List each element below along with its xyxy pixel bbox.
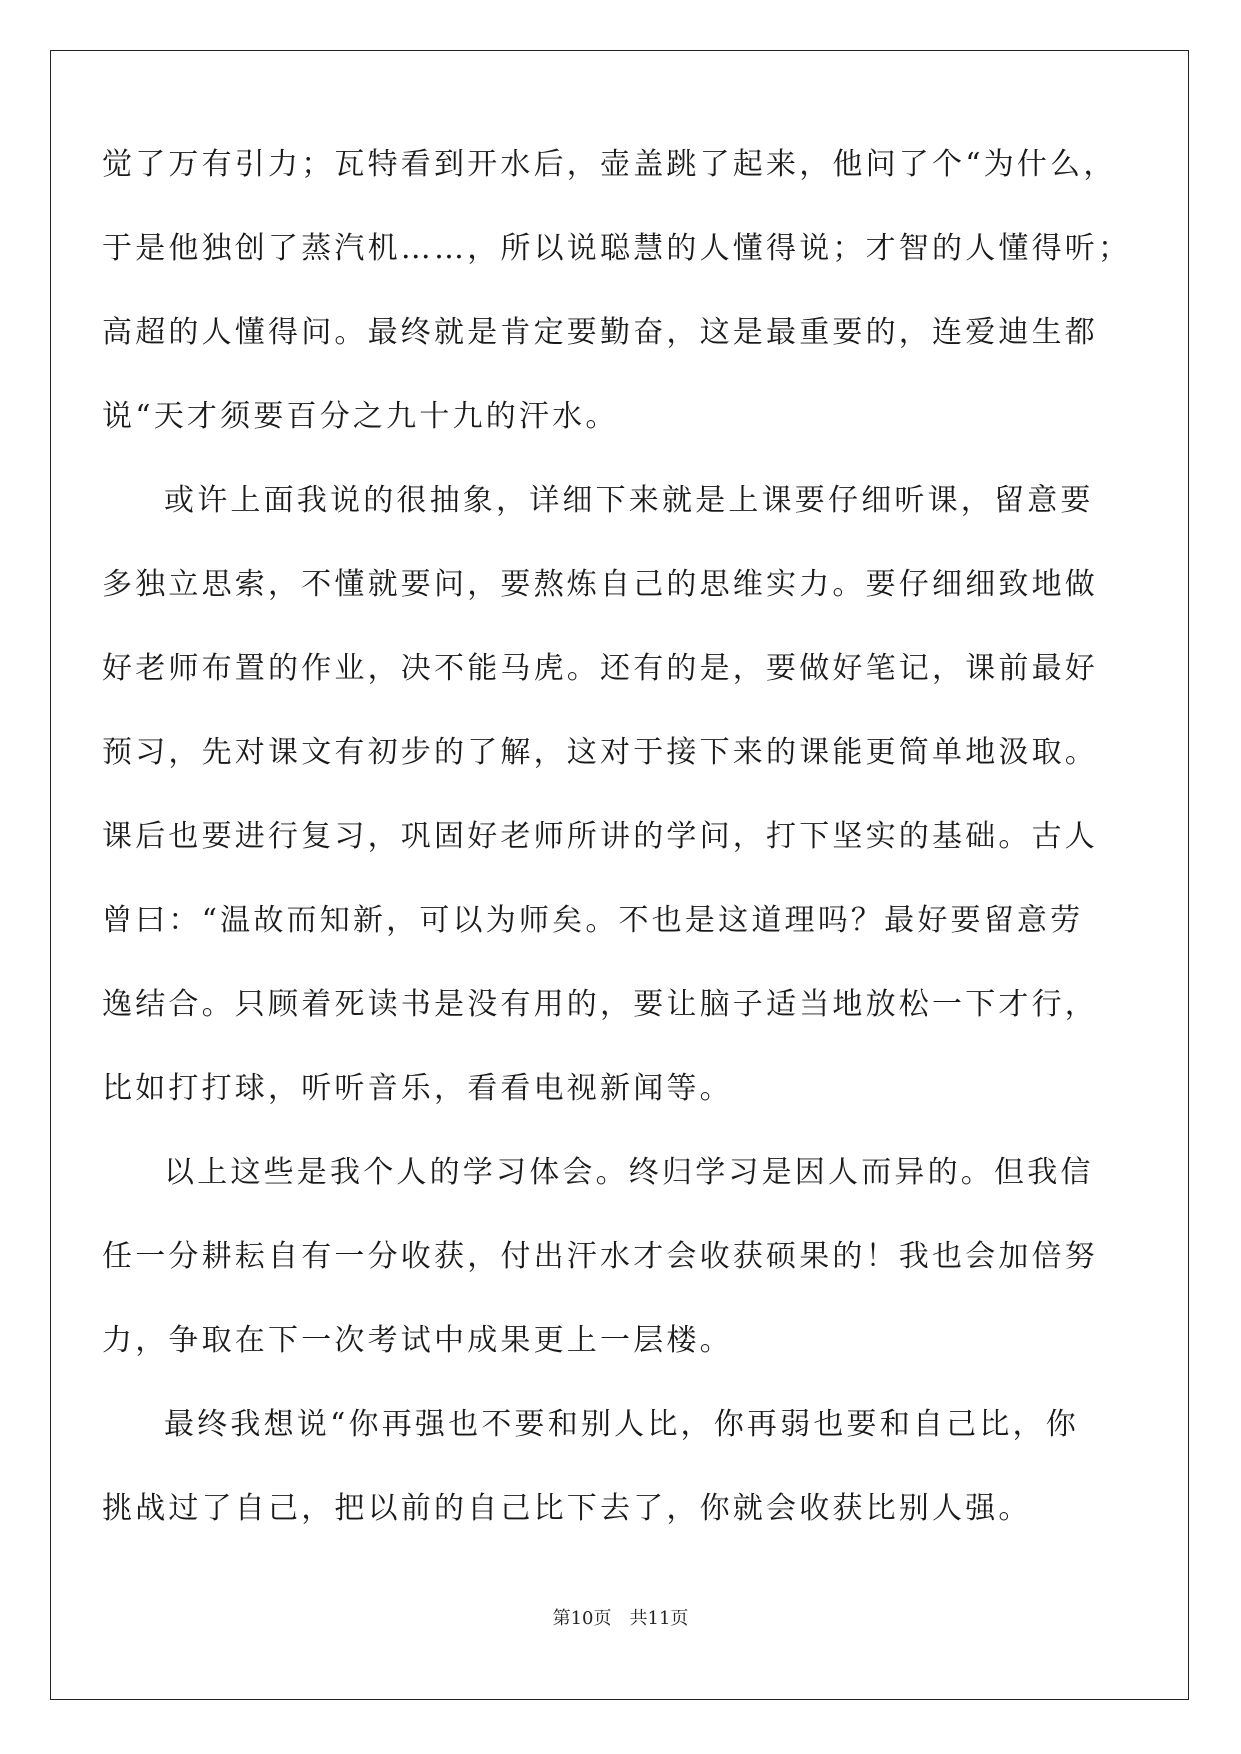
page-number-footer: 第10页 共11页 [552, 1608, 689, 1629]
document-body [102, 145, 1132, 1573]
text-line: 最终我想说“你再强也不要和别人比，你再弱也要和自己比，你 [164, 1407, 1079, 1442]
text-line: 多独立思索，不懂就要问，要熬炼自己的思维实力。要仔细细致地做 [102, 567, 1098, 602]
text-line: 课后也要进行复习，巩固好老师所讲的学问，打下坚实的基础。古人 [102, 819, 1098, 854]
text-line: 力，争取在下一次考试中成果更上一层楼。 [102, 1323, 733, 1358]
text-line: 说“天才须要百分之九十九的汗水。 [102, 399, 619, 434]
text-line: 比如打打球，听听音乐，看看电视新闻等。 [102, 1071, 733, 1106]
text-line: 好老师布置的作业，决不能马虎。还有的是，要做好笔记，课前最好 [102, 651, 1098, 686]
text-line: 逸结合。只顾着死读书是没有用的，要让脑子适当地放松一下才行， [102, 987, 1098, 1022]
text-line: 以上这些是我个人的学习体会。终归学习是因人而异的。但我信 [164, 1155, 1094, 1190]
text-line: 曾曰：“温故而知新，可以为师矣。不也是这道理吗？最好要留意劳 [102, 903, 1084, 938]
text-line: 于是他独创了蒸汽机……，所以说聪慧的人懂得说；才智的人懂得听； [102, 231, 1132, 266]
text-line: 挑战过了自己，把以前的自己比下去了，你就会收获比别人强。 [102, 1491, 1032, 1526]
text-line: 觉了万有引力；瓦特看到开水后，壶盖跳了起来，他问了个“为什么， [102, 147, 1117, 182]
text-line: 或许上面我说的很抽象，详细下来就是上课要仔细听课，留意要 [164, 483, 1094, 518]
text-line: 预习，先对课文有初步的了解，这对于接下来的课能更简单地汲取。 [102, 735, 1098, 770]
text-line: 高超的人懂得问。最终就是肯定要勤奋，这是最重要的，连爱迪生都 [102, 315, 1098, 350]
text-line: 任一分耕耘自有一分收获，付出汗水才会收获硕果的！我也会加倍努 [102, 1239, 1098, 1274]
